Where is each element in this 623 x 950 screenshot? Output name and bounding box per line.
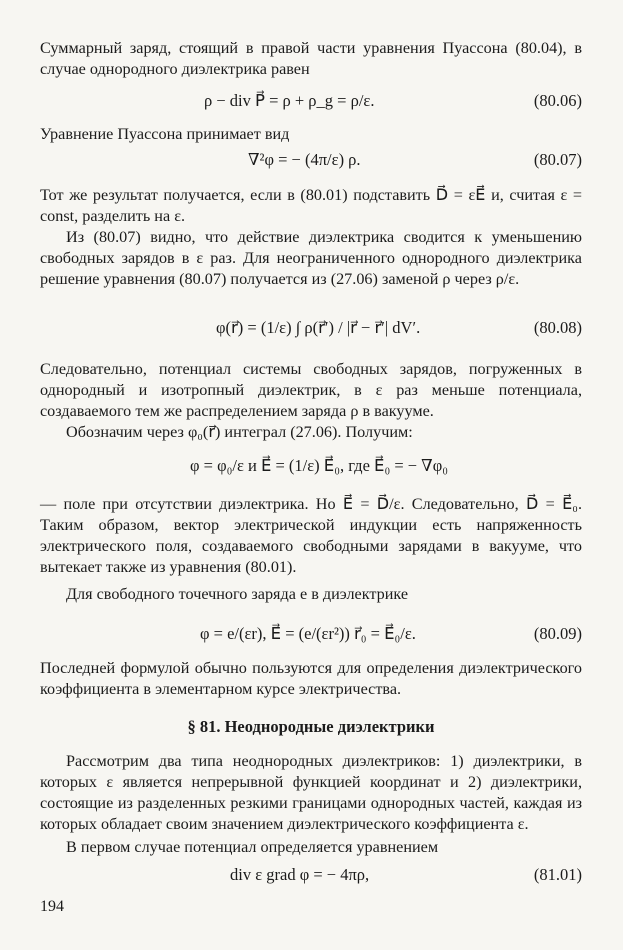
equation-number: (80.06) [533, 91, 582, 110]
equation-80-09 [40, 619, 582, 649]
equation-body: φ = φ₀/ε и E⃗ = (1/ε) E⃗₀, где E⃗₀ = − ∇φ₀ [190, 456, 448, 475]
paragraph-poisson-form: Уравнение Пуассона принимает вид [40, 125, 290, 143]
equation-81-01 [40, 860, 582, 890]
paragraph-denote: Обозначим через φ₀(r⃗) интеграл (27.06). Получим: [66, 423, 413, 441]
paragraph-first-case: В первом случае потенциал определяется уравнением [66, 838, 439, 856]
equation-body: div ε grad φ = − 4πρ, [230, 865, 370, 884]
equation-number: (80.09) [533, 624, 582, 643]
section-heading: § 81. Неоднородные диэлектрики [187, 717, 435, 736]
equation-number: (80.08) [533, 318, 582, 337]
paragraph-dielectric-effect: Из (80.07) видно, что действие диэлектрика сводится к уменьшению свободных зарядов в ε раз. Для неограниченного однородного диэлектрика решение уравнения (80.07) получается из (27.06) заменой ρ через ρ/ε. [40, 228, 582, 288]
paragraph-total-charge: Суммарный заряд, стоящий в правой части уравнения Пуассона (80.04), в случае однородного диэлектрика равен [40, 39, 582, 78]
equation-body: φ(r⃗) = (1/ε) ∫ ρ(r⃗′) / |r⃗ − r⃗′| dV′. [216, 318, 421, 337]
equation-number: (81.01) [533, 865, 582, 884]
equation-number: (80.07) [533, 150, 582, 169]
page-number: 194 [40, 898, 64, 915]
equation-80-08 [40, 313, 582, 343]
equation-body: φ = e/(εr), E⃗ = (e/(εr²)) r⃗₀ = E⃗₀/ε. [200, 624, 416, 643]
paragraph-consequently: Следовательно, потенциал системы свободных зарядов, погруженных в однородный и изотропный диэлектрик, в ε раз меньше потенциала, создаваемого тем же распределением заряда ρ в вакууме. [40, 360, 582, 420]
equation-80-06 [40, 86, 582, 116]
paragraph-point-charge: Для свободного точечного заряда e в диэлектрике [66, 585, 409, 603]
equation-body: ρ − div P⃗ = ρ + ρ_g = ρ/ε. [204, 91, 375, 110]
equation-field-relations [40, 451, 582, 481]
paragraph-last-formula: Последней формулой обычно пользуются для определения диэлектрического коэффициента в элементарном курсе электричества. [40, 659, 582, 698]
paragraph-two-types: Рассмотрим два типа неоднородных диэлектриков: 1) диэлектрики, в которых ε является непрерывной функцией координат и 2) диэлектрики, состоящие из разделенных резкими границами однородных частей, каждая из которых обладает своим значением диэлектрического коэффициента ε. [40, 752, 582, 833]
paragraph-field-without-dielectric: — поле при отсутствии диэлектрика. Но E⃗ = D⃗/ε. Следовательно, D⃗ = E⃗₀. Таким образом, вектор электрической индукции есть напряженность электрического поля, создаваемого свободными зарядами в вакууме, что вытекает также из уравнения (80.01). [40, 495, 582, 576]
equation-body: ∇²φ = − (4π/ε) ρ. [248, 150, 361, 169]
paragraph-same-result: Тот же результат получается, если в (80.01) подставить D⃗ = εE⃗ и, считая ε = const, разделить на ε. [40, 186, 582, 225]
equation-80-07 [40, 145, 582, 175]
